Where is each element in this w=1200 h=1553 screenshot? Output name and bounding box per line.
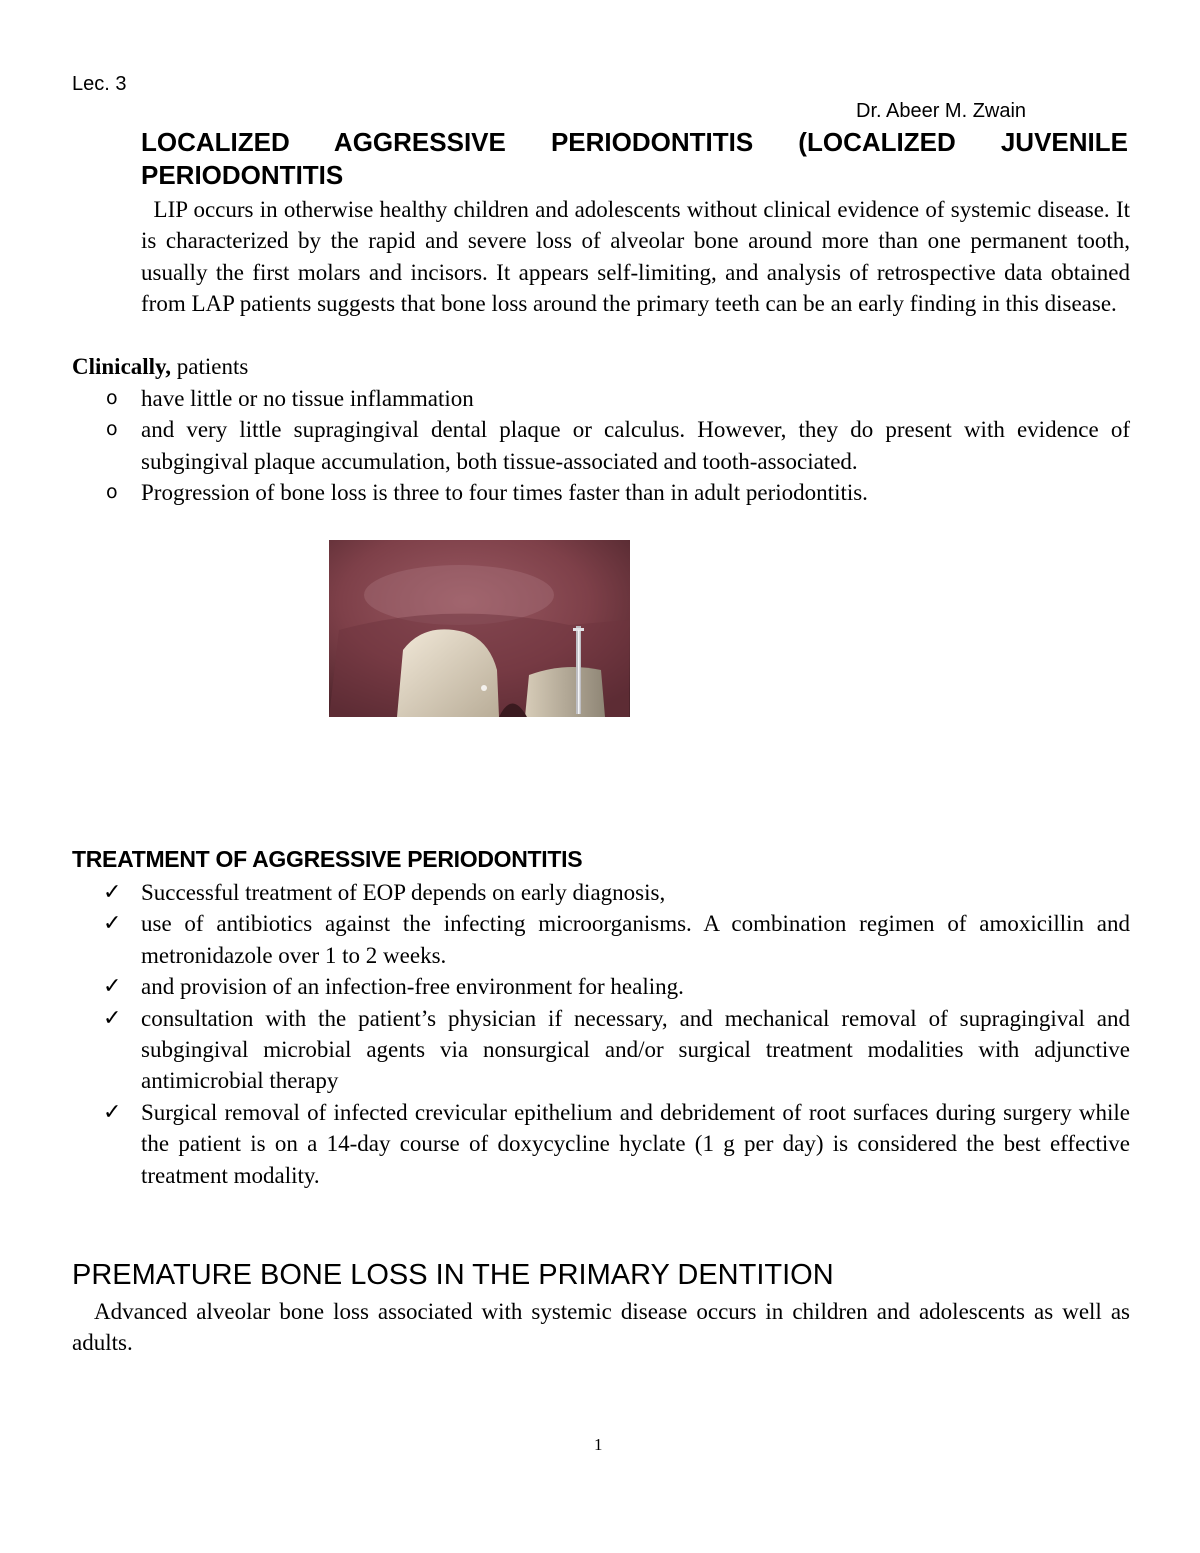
section-title-treatment: TREATMENT OF AGGRESSIVE PERIODONTITIS bbox=[72, 846, 583, 872]
list-item-text: consultation with the patient’s physician if necessary, and mechanical removal of supragingival and subgingival microbial agents via nonsurgical and/or surgical treatment modalities with adjunctive antimicrobial therapy bbox=[141, 1005, 1130, 1094]
clinically-line bbox=[72, 351, 248, 382]
list-item-text: and very little supragingival dental plaque or calculus. However, they do present with evidence of subgingival plaque accumulation, both tissue-associated and tooth-associated. bbox=[141, 417, 1130, 474]
check-icon: ✓ bbox=[103, 1099, 122, 1125]
list-item bbox=[106, 477, 1130, 508]
bullet-marker: o bbox=[106, 481, 118, 504]
check-icon: ✓ bbox=[103, 911, 122, 937]
list-item bbox=[103, 1097, 1130, 1191]
list-item-text: Progression of bone loss is three to four times faster than in adult periodontitis. bbox=[141, 480, 868, 506]
clinically-rest: patients bbox=[171, 354, 249, 379]
list-item-text: Surgical removal of infected crevicular epithelium and debridement of root surfaces during surgery while the patient is on a 14-day course of doxycycline hyclate (1 g per day) is considered the best effective treatment modality. bbox=[141, 1099, 1130, 1188]
list-item bbox=[106, 383, 1130, 414]
intro-paragraph-text: LIP occurs in otherwise healthy children and adolescents without clinical evidence of systemic disease. It is characterized by the rapid and severe loss of alveolar bone around more than one permanent tooth, usually the first molars and incisors. It appears self-limiting, and analysis of retrospective data obtained from LAP patients suggests that bone loss around the primary teeth can be an early finding in this disease. bbox=[141, 197, 1130, 317]
list-item-text: Successful treatment of EOP depends on early diagnosis, bbox=[141, 880, 666, 905]
treatment-check-list bbox=[103, 877, 1130, 1191]
list-item bbox=[103, 1003, 1130, 1097]
list-item bbox=[103, 877, 1130, 908]
clinical-photo bbox=[329, 540, 630, 717]
gingiva-probe-illustration bbox=[329, 540, 630, 717]
intro-paragraph bbox=[141, 194, 1130, 320]
adjacent-tooth bbox=[525, 667, 605, 717]
check-icon: ✓ bbox=[103, 974, 122, 1000]
list-item-text: and provision of an infection-free environment for healing. bbox=[141, 974, 684, 1000]
clinically-label: Clinically, bbox=[72, 354, 172, 379]
section-title-premature-bone-loss: PREMATURE BONE LOSS IN THE PRIMARY DENTITION bbox=[72, 1259, 834, 1291]
section-title-localized-aggressive: LOCALIZED AGGRESSIVE PERIODONTITIS (LOCALIZED JUVENILE PERIODONTITIS bbox=[141, 127, 1128, 190]
premature-bone-loss-paragraph: Advanced alveolar bone loss associated with systemic disease occurs in children and adolescents as well as adults. bbox=[72, 1299, 1130, 1356]
bullet-marker: o bbox=[106, 418, 118, 441]
clinical-bullet-list bbox=[106, 383, 1130, 509]
page-number: 1 bbox=[594, 1435, 603, 1454]
list-item bbox=[103, 908, 1130, 971]
author-name: Dr. Abeer M. Zwain bbox=[856, 100, 1027, 122]
list-item bbox=[103, 971, 1130, 1002]
check-icon: ✓ bbox=[103, 1005, 122, 1031]
list-item-text: have little or no tissue inflammation bbox=[141, 386, 474, 411]
lecture-label: Lec. 3 bbox=[72, 73, 127, 95]
list-item-text: use of antibiotics against the infecting microorganisms. A combination regimen of amoxicillin and metronidazole over 1 to 2 weeks. bbox=[141, 911, 1130, 968]
check-icon: ✓ bbox=[103, 880, 122, 905]
list-item bbox=[106, 414, 1130, 477]
bullet-marker: o bbox=[106, 387, 118, 409]
